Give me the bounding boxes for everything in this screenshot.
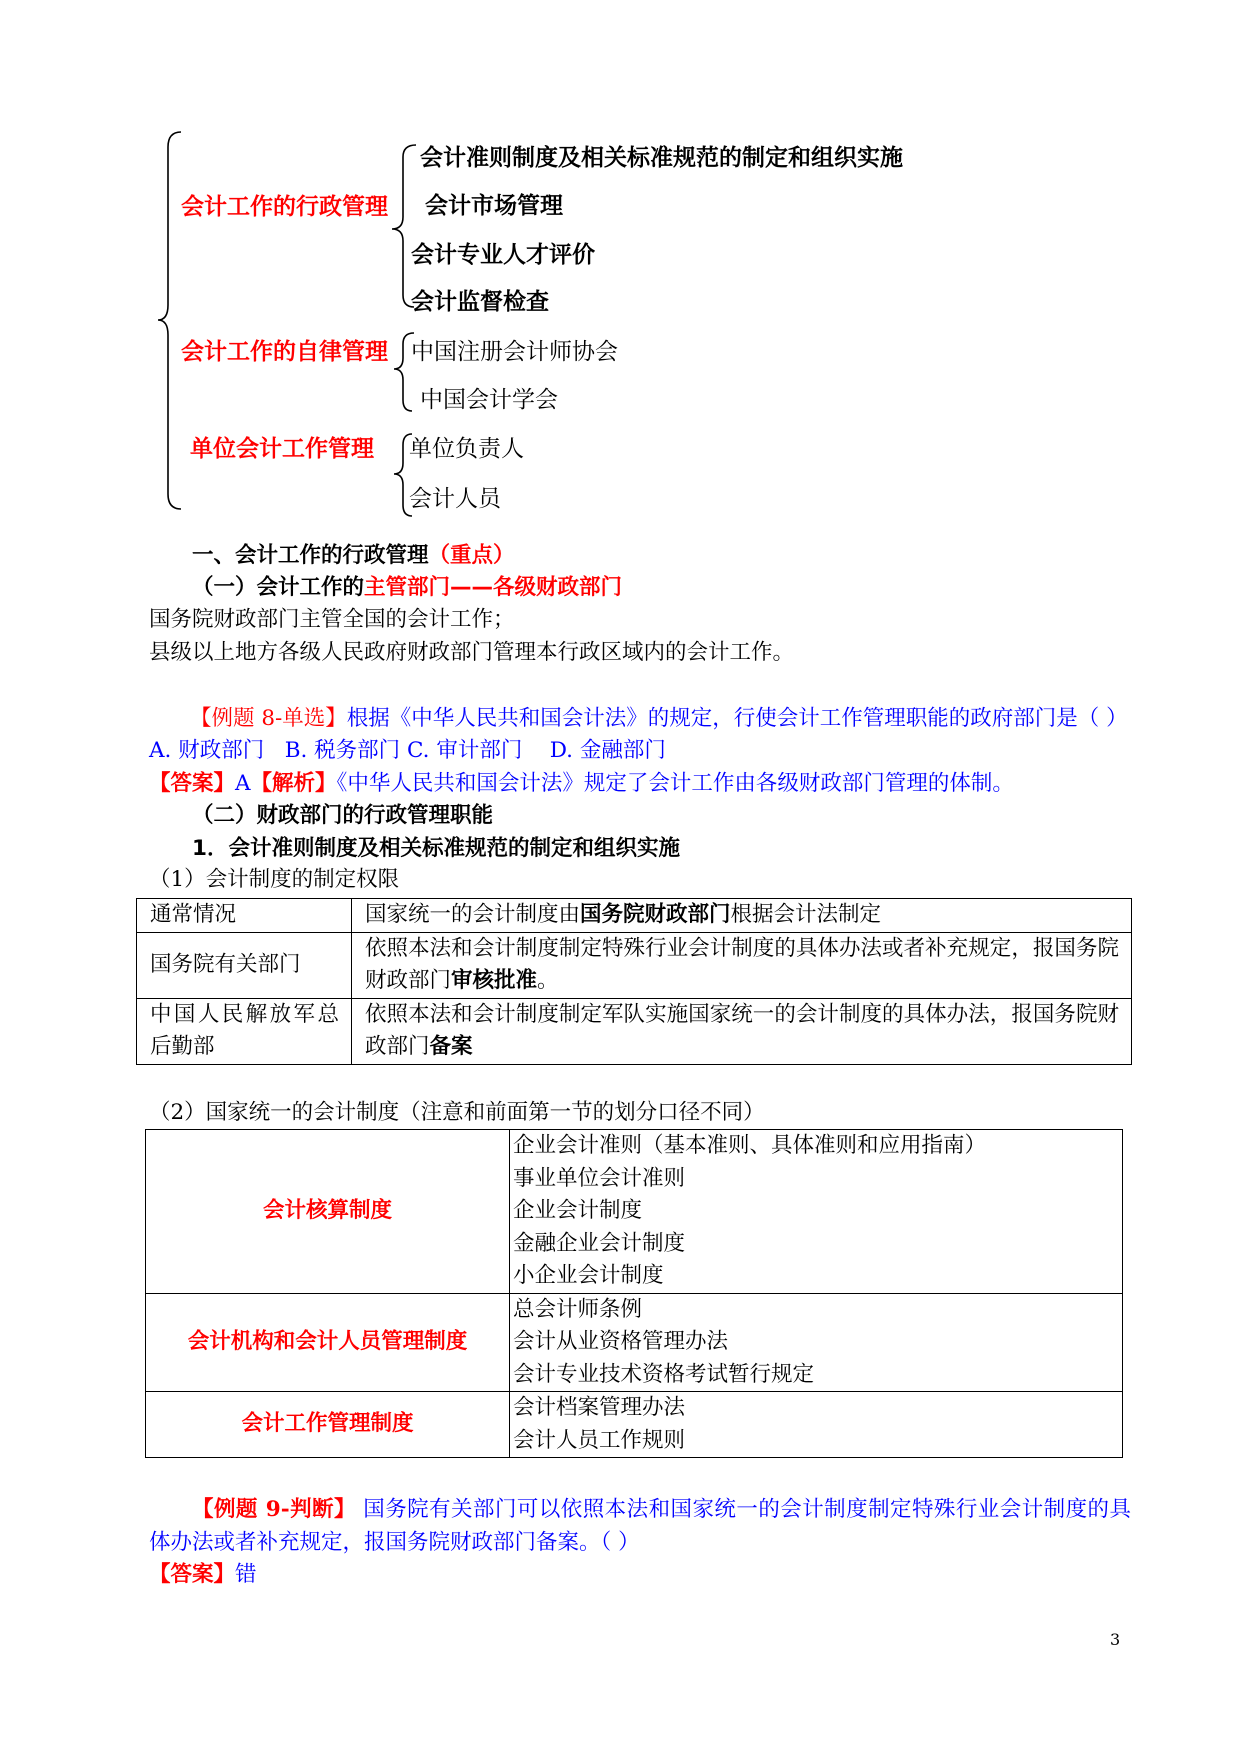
table-row <box>137 932 1132 998</box>
tree-label-self-regulation: 会计工作的自律管理 <box>181 339 388 365</box>
table-cell-subject: 中国人民解放军总后勤部 <box>137 998 352 1064</box>
cell-text: 依照本法和会计制度制定特殊行业会计制度的具体办法或者补充规定，报国务院财政部门 <box>365 935 1119 993</box>
body-paragraph: 县级以上地方各级人民政府财政部门管理本行政区域内的会计工作。 <box>149 640 795 665</box>
table-cell-items <box>510 1130 1123 1294</box>
table-cell-category: 会计工作管理制度 <box>146 1392 510 1458</box>
answer-value: A <box>235 771 251 796</box>
table-cell-text <box>352 932 1132 998</box>
tree-item: 中国注册会计师协会 <box>411 339 618 365</box>
list-item: 会计从业资格管理办法 <box>513 1329 729 1354</box>
cell-text: 依照本法和会计制度制定军队实施国家统一的会计制度的具体办法，报国务院财政部门 <box>365 1001 1119 1059</box>
table-cell-items <box>510 1293 1123 1392</box>
body-paragraph: 国务院财政部门主管全国的会计工作； <box>149 607 515 632</box>
table-row <box>137 899 1132 933</box>
brace-admin-management <box>392 145 416 307</box>
example-question-text: 国务院有关部门可以依照本法和国家统一的会计制度制定特殊行业会计制度的具体办法或者补充规定，报国务院财政部门备案。（ ） <box>149 1497 1132 1555</box>
authority-table <box>136 898 1132 1065</box>
example-8-answer <box>149 768 1014 801</box>
example-question-text: 根据《中华人民共和国会计法》的规定，行使会计工作管理职能的政府部门是（ ） <box>346 706 1128 731</box>
table-cell-text <box>352 899 1132 933</box>
list-item: 金融企业会计制度 <box>513 1230 686 1256</box>
sub-heading: （1）会计制度的制定权限 <box>149 867 400 892</box>
tree-item: 会计市场管理 <box>425 193 563 219</box>
list-item: 会计档案管理办法 <box>513 1395 686 1420</box>
tree-item: 会计准则制度及相关标准规范的制定和组织实施 <box>420 145 903 171</box>
example-8-options: A. 财政部门 B. 税务部门 C. 审计部门 D. 金融部门 <box>149 738 666 763</box>
tree-item: 会计专业人才评价 <box>411 242 595 268</box>
cell-text-bold: 备案 <box>429 1034 473 1059</box>
table-cell-items <box>510 1392 1123 1458</box>
cell-text: 根据会计法制定 <box>730 902 882 927</box>
list-item: 企业会计制度 <box>513 1198 643 1223</box>
example-9-question <box>149 1494 1131 1559</box>
table-row <box>146 1293 1123 1392</box>
table-row <box>137 998 1132 1064</box>
list-item: 小企业会计制度 <box>513 1263 664 1288</box>
answer-value: 错 <box>235 1562 257 1587</box>
list-item: 企业会计准则（基本准则、具体准则和应用指南） <box>513 1133 987 1158</box>
table-cell-category: 会计机构和会计人员管理制度 <box>146 1293 510 1392</box>
numbered-heading: 1．会计准则制度及相关标准规范的制定和组织实施 <box>192 836 680 861</box>
list-item: 会计人员工作规则 <box>513 1427 686 1453</box>
cell-text: 国家统一的会计制度由 <box>365 902 581 927</box>
subheading: （二）财政部门的行政管理职能 <box>192 803 494 828</box>
section-heading-note: （重点） <box>428 543 515 568</box>
brace-outer <box>158 132 181 509</box>
tree-item: 会计人员 <box>409 486 501 512</box>
section-heading <box>192 540 515 573</box>
table-cell-category: 会计核算制度 <box>146 1130 510 1294</box>
list-item: 总会计师条例 <box>513 1296 643 1322</box>
example-tag: 【例题 9-判断】 <box>192 1497 356 1522</box>
tree-label-admin-management: 会计工作的行政管理 <box>181 194 388 220</box>
analysis-text: 《中华人民共和国会计法》规定了会计工作由各级财政部门管理的体制。 <box>336 771 1014 796</box>
tree-label-unit-management: 单位会计工作管理 <box>190 436 374 462</box>
example-9-answer <box>149 1559 257 1592</box>
cell-text: 。 <box>537 968 559 993</box>
list-item: 会计专业技术资格考试暂行规定 <box>513 1361 815 1387</box>
analysis-tag: 【解析】 <box>250 771 337 796</box>
subheading-prefix: （一）会计工作的 <box>192 575 365 600</box>
tree-item: 中国会计学会 <box>420 387 558 413</box>
cell-text-bold: 审核批准 <box>451 968 538 993</box>
table-cell-text <box>352 998 1132 1064</box>
system-table <box>145 1129 1123 1458</box>
page-number: 3 <box>1110 1630 1121 1649</box>
example-8-question <box>190 703 1128 736</box>
cell-text-bold: 国务院财政部门 <box>580 902 731 927</box>
answer-tag: 【答案】 <box>149 1562 236 1587</box>
table-row <box>146 1392 1123 1458</box>
table-cell-subject: 国务院有关部门 <box>137 932 352 998</box>
tree-item: 单位负责人 <box>409 436 524 462</box>
example-tag: 【例题 8-单选】 <box>190 706 347 731</box>
section-heading-text: 一、会计工作的行政管理 <box>192 543 429 568</box>
table-cell-subject: 通常情况 <box>137 899 352 933</box>
sub-heading: （2）国家统一的会计制度（注意和前面第一节的划分口径不同） <box>149 1100 765 1125</box>
subheading-highlight: 主管部门——各级财政部门 <box>364 575 623 600</box>
tree-item: 会计监督检查 <box>411 289 549 315</box>
table-row <box>146 1130 1123 1294</box>
list-item: 事业单位会计准则 <box>513 1165 686 1191</box>
answer-tag: 【答案】 <box>149 771 236 796</box>
tree-braces <box>0 0 1241 540</box>
subheading <box>192 572 622 605</box>
